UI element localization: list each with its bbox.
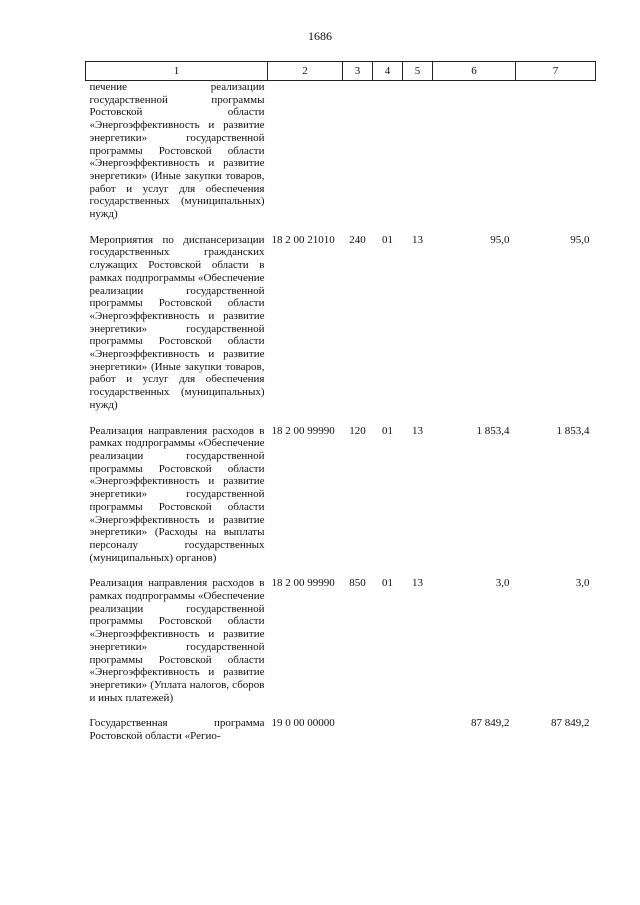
row-target-code: 18 2 00 21010	[271, 233, 335, 246]
row-subsection: 13	[412, 233, 423, 246]
page-number: 1686	[308, 29, 332, 43]
row-expense-type	[343, 717, 373, 755]
row-description: печение реализации государственной программы Ростовской области «Энергоэффективность и развитие энергетики» государственной программы Ростовской области «Энергоэффективность и развитие энергетики» (Иные закупки товаров, работ и услуг для обеспечения государственных (муниципальных) нужд)	[89, 81, 265, 221]
row-section: 01	[382, 424, 393, 437]
row-description: Мероприятия по диспансеризации государственных гражданских служащих Ростовской области в рамках подпрограммы «Обеспечение реализации государственной программы Ростовской области «Энергоэффективность и развитие энергетики» государственной программы Ростовской области «Энергоэффективность и развитие энергетики» (Иные закупки товаров, работ и услуг для обеспечения государственных (муниципальных) нужд)	[89, 233, 265, 411]
row-section: 01	[382, 577, 393, 590]
row-target-code: 18 2 00 99990	[271, 424, 335, 437]
row-subsection: 13	[412, 424, 423, 437]
row-subsection	[403, 717, 433, 755]
row-amount-1: 87 849,2	[471, 717, 510, 730]
row-section	[373, 81, 403, 234]
budget-table	[85, 61, 596, 756]
table-row	[86, 577, 596, 717]
row-subsection	[403, 81, 433, 234]
row-expense-type: 120	[349, 424, 366, 437]
row-section: 01	[382, 233, 393, 246]
column-header-4: 4	[373, 62, 403, 81]
table-row	[86, 234, 596, 425]
column-header-5: 5	[403, 62, 433, 81]
column-header-2: 2	[268, 62, 343, 81]
table-row	[86, 717, 596, 755]
row-amount-2	[516, 81, 596, 234]
row-target-code: 19 0 00 00000	[271, 717, 335, 730]
table-header-row	[86, 62, 596, 81]
row-amount-1: 1 853,4	[476, 424, 510, 437]
row-description: Государственная программа Ростовской области «Регио-	[89, 717, 265, 743]
row-amount-2: 1 853,4	[556, 424, 590, 437]
row-expense-type: 850	[349, 577, 366, 590]
row-amount-2: 95,0	[570, 233, 590, 246]
row-section	[373, 717, 403, 755]
row-description: Реализация направления расходов в рамках подпрограммы «Обеспечение реализации государственной программы Ростовской области «Энергоэффективность и развитие энергетики» государственной программы Ростовской области «Энергоэффективность и развитие энергетики» (Уплата налогов, сборов и иных платежей)	[89, 577, 265, 704]
row-amount-1: 3,0	[495, 577, 510, 590]
row-subsection: 13	[412, 577, 423, 590]
column-header-3: 3	[343, 62, 373, 81]
row-expense-type	[343, 81, 373, 234]
table-row	[86, 425, 596, 578]
row-amount-2: 3,0	[575, 577, 590, 590]
row-amount-1: 95,0	[490, 233, 510, 246]
column-header-6: 6	[433, 62, 516, 81]
row-amount-2: 87 849,2	[551, 717, 590, 730]
row-target-code: 18 2 00 99990	[271, 577, 335, 590]
row-description: Реализация направления расходов в рамках подпрограммы «Обеспечение реализации государственной программы Ростовской области «Энергоэффективность и развитие энергетики» государственной программы Ростовской области «Энергоэффективность и развитие энергетики» (Расходы на выплаты персоналу государственных (муниципальных) органов)	[89, 424, 265, 564]
column-header-1: 1	[86, 62, 268, 81]
table-row	[86, 81, 596, 234]
row-amount-1	[433, 81, 516, 234]
column-header-7: 7	[516, 62, 596, 81]
row-expense-type: 240	[349, 233, 366, 246]
row-target-code	[268, 81, 343, 234]
